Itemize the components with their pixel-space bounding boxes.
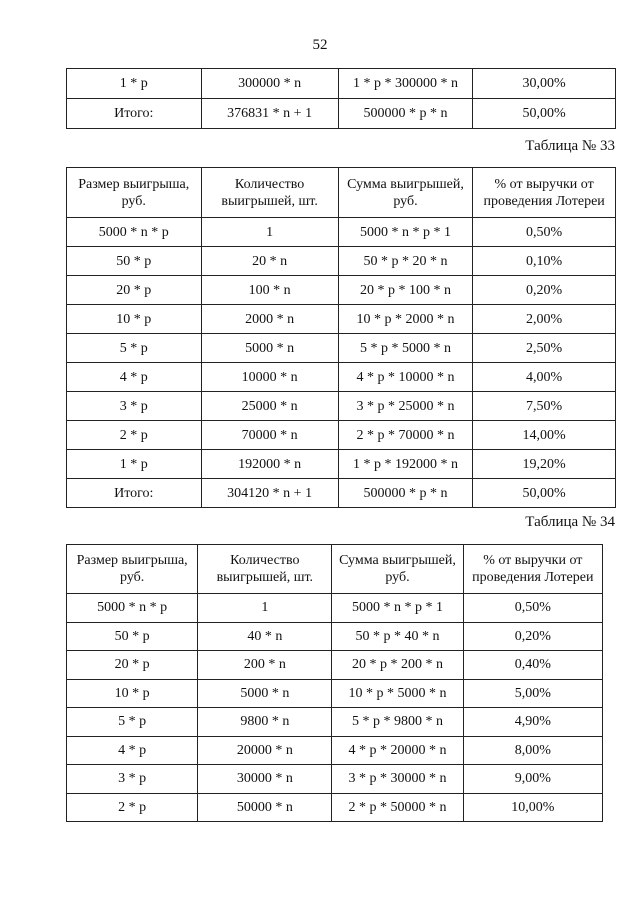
cell-prize-size: 50 * p xyxy=(67,247,202,276)
cell-prize-size: Итого: xyxy=(67,479,202,508)
cell-revenue-percent: 5,00% xyxy=(463,679,602,708)
cell-prize-sum: 5 * p * 9800 * n xyxy=(332,708,463,737)
table-row xyxy=(67,765,603,794)
table-row xyxy=(67,276,616,305)
cell-prize-sum: 5000 * n * p * 1 xyxy=(332,594,463,623)
cell-prize-size: 1 * p xyxy=(67,69,202,99)
prize-table-34 xyxy=(66,544,603,822)
table-row xyxy=(67,736,603,765)
cell-revenue-percent: 7,50% xyxy=(473,392,616,421)
cell-prize-sum: 1 * p * 192000 * n xyxy=(338,450,473,479)
table-row xyxy=(67,247,616,276)
table-row xyxy=(67,392,616,421)
cell-prize-size: 10 * p xyxy=(67,305,202,334)
cell-revenue-percent: 0,50% xyxy=(463,594,602,623)
cell-prize-sum: 20 * p * 200 * n xyxy=(332,651,463,680)
cell-prize-count: 25000 * n xyxy=(201,392,338,421)
cell-prize-count: 5000 * n xyxy=(201,334,338,363)
cell-revenue-percent: 0,20% xyxy=(463,622,602,651)
cell-prize-size: 3 * p xyxy=(67,765,198,794)
cell-prize-size: Итого: xyxy=(67,99,202,129)
cell-prize-count: 100 * n xyxy=(201,276,338,305)
header-prize-size: Размер выигрыша, руб. xyxy=(67,168,202,218)
cell-revenue-percent: 2,00% xyxy=(473,305,616,334)
table-row xyxy=(67,421,616,450)
cell-prize-count: 50000 * n xyxy=(198,793,332,822)
cell-prize-sum: 3 * p * 25000 * n xyxy=(338,392,473,421)
cell-prize-sum: 3 * p * 30000 * n xyxy=(332,765,463,794)
page-number: 52 xyxy=(312,37,328,53)
cell-prize-size: 5 * p xyxy=(67,708,198,737)
table-row xyxy=(67,99,616,129)
cell-prize-count: 300000 * n xyxy=(201,69,338,99)
cell-prize-count: 40 * n xyxy=(198,622,332,651)
table-row xyxy=(67,305,616,334)
cell-revenue-percent: 10,00% xyxy=(463,793,602,822)
cell-prize-count: 192000 * n xyxy=(201,450,338,479)
table-33-caption: Таблица № 33 xyxy=(525,138,615,154)
cell-prize-size: 5000 * n * p xyxy=(67,594,198,623)
cell-prize-sum: 50 * p * 20 * n xyxy=(338,247,473,276)
cell-prize-count: 1 xyxy=(198,594,332,623)
table-row xyxy=(67,69,616,99)
cell-prize-sum: 5000 * n * p * 1 xyxy=(338,218,473,247)
header-prize-size: Размер выигрыша, руб. xyxy=(67,545,198,594)
cell-revenue-percent: 4,00% xyxy=(473,363,616,392)
table-header-row xyxy=(67,168,616,218)
cell-prize-sum: 5 * p * 5000 * n xyxy=(338,334,473,363)
cell-prize-size: 4 * p xyxy=(67,363,202,392)
table-row xyxy=(67,363,616,392)
cell-prize-size: 20 * p xyxy=(67,651,198,680)
header-prize-sum: Сумма выигрышей, руб. xyxy=(332,545,463,594)
cell-prize-size: 10 * p xyxy=(67,679,198,708)
cell-prize-sum: 50 * p * 40 * n xyxy=(332,622,463,651)
cell-prize-count: 5000 * n xyxy=(198,679,332,708)
cell-prize-sum: 20 * p * 100 * n xyxy=(338,276,473,305)
cell-prize-size: 4 * p xyxy=(67,736,198,765)
cell-prize-size: 20 * p xyxy=(67,276,202,305)
prize-table-33 xyxy=(66,167,616,508)
table-row xyxy=(67,334,616,363)
table-row xyxy=(67,594,603,623)
cell-revenue-percent: 50,00% xyxy=(473,479,616,508)
table-row xyxy=(67,793,603,822)
cell-prize-size: 5 * p xyxy=(67,334,202,363)
cell-prize-count: 1 xyxy=(201,218,338,247)
cell-prize-sum: 2 * p * 70000 * n xyxy=(338,421,473,450)
table-row xyxy=(67,622,603,651)
cell-revenue-percent: 30,00% xyxy=(473,69,616,99)
table-34-caption: Таблица № 34 xyxy=(525,514,615,530)
table-row xyxy=(67,651,603,680)
cell-prize-count: 70000 * n xyxy=(201,421,338,450)
continued-prize-table xyxy=(66,68,616,129)
cell-revenue-percent: 0,40% xyxy=(463,651,602,680)
header-revenue-percent: % от выручки от проведения Лотереи xyxy=(473,168,616,218)
cell-revenue-percent: 0,50% xyxy=(473,218,616,247)
table-row xyxy=(67,450,616,479)
cell-prize-count: 304120 * n + 1 xyxy=(201,479,338,508)
cell-revenue-percent: 50,00% xyxy=(473,99,616,129)
cell-prize-sum: 500000 * p * n xyxy=(338,479,473,508)
cell-prize-count: 30000 * n xyxy=(198,765,332,794)
header-prize-count: Количество выигрышей, шт. xyxy=(201,168,338,218)
cell-prize-count: 376831 * n + 1 xyxy=(201,99,338,129)
table-row xyxy=(67,708,603,737)
cell-prize-size: 50 * p xyxy=(67,622,198,651)
cell-prize-sum: 500000 * p * n xyxy=(338,99,473,129)
header-prize-sum: Сумма выигрышей, руб. xyxy=(338,168,473,218)
cell-prize-size: 2 * p xyxy=(67,421,202,450)
cell-revenue-percent: 4,90% xyxy=(463,708,602,737)
cell-prize-count: 9800 * n xyxy=(198,708,332,737)
cell-prize-sum: 10 * p * 5000 * n xyxy=(332,679,463,708)
cell-prize-sum: 4 * p * 20000 * n xyxy=(332,736,463,765)
cell-prize-sum: 4 * p * 10000 * n xyxy=(338,363,473,392)
header-revenue-percent: % от выручки от проведения Лотереи xyxy=(463,545,602,594)
cell-revenue-percent: 0,10% xyxy=(473,247,616,276)
header-prize-count: Количество выигрышей, шт. xyxy=(198,545,332,594)
cell-prize-count: 20 * n xyxy=(201,247,338,276)
cell-revenue-percent: 8,00% xyxy=(463,736,602,765)
cell-prize-size: 5000 * n * p xyxy=(67,218,202,247)
cell-revenue-percent: 19,20% xyxy=(473,450,616,479)
cell-prize-count: 200 * n xyxy=(198,651,332,680)
cell-prize-sum: 1 * p * 300000 * n xyxy=(338,69,473,99)
cell-revenue-percent: 9,00% xyxy=(463,765,602,794)
table-row xyxy=(67,679,603,708)
cell-revenue-percent: 0,20% xyxy=(473,276,616,305)
table-row xyxy=(67,218,616,247)
cell-prize-size: 1 * p xyxy=(67,450,202,479)
cell-prize-sum: 10 * p * 2000 * n xyxy=(338,305,473,334)
cell-revenue-percent: 2,50% xyxy=(473,334,616,363)
cell-prize-sum: 2 * p * 50000 * n xyxy=(332,793,463,822)
cell-prize-count: 10000 * n xyxy=(201,363,338,392)
cell-prize-size: 3 * p xyxy=(67,392,202,421)
table-row xyxy=(67,479,616,508)
cell-prize-count: 20000 * n xyxy=(198,736,332,765)
table-header-row xyxy=(67,545,603,594)
cell-prize-count: 2000 * n xyxy=(201,305,338,334)
cell-revenue-percent: 14,00% xyxy=(473,421,616,450)
cell-prize-size: 2 * p xyxy=(67,793,198,822)
